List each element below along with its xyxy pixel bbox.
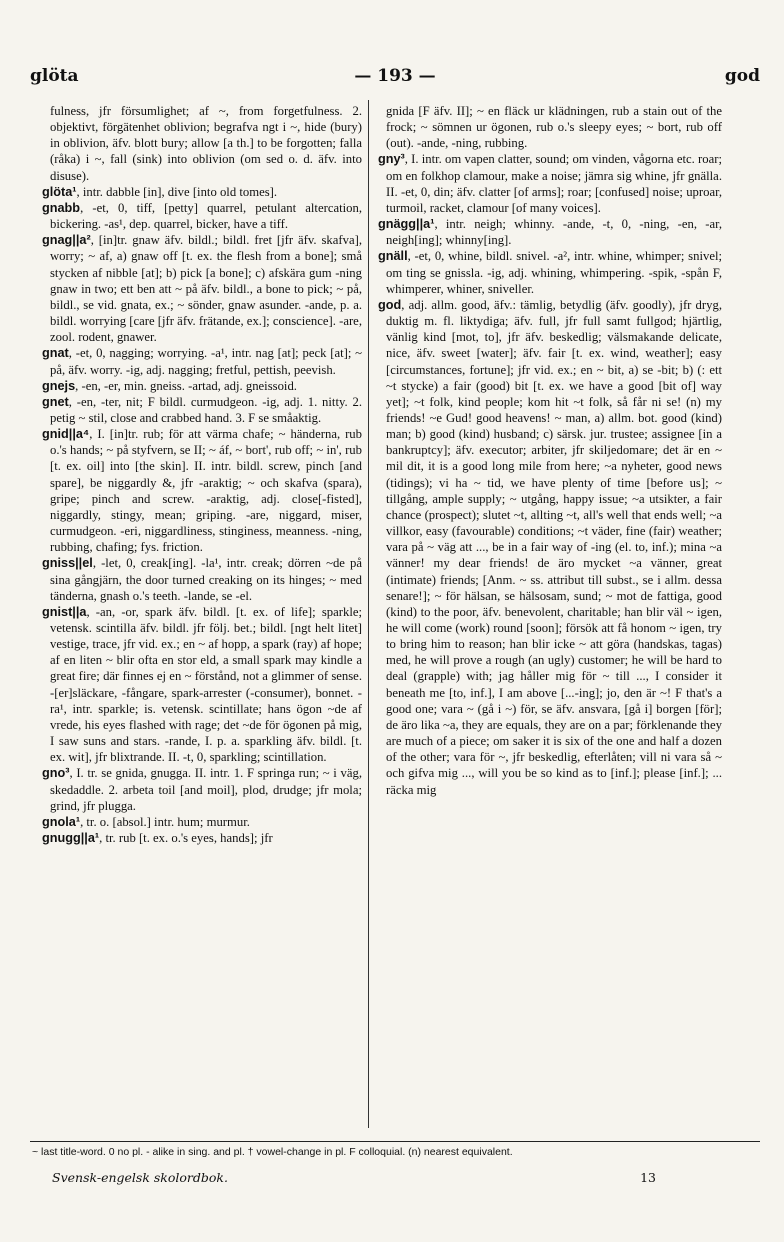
dictionary-entry [378, 151, 722, 216]
entry-headword: gnägg||a¹ [378, 217, 435, 232]
dictionary-entry [42, 345, 362, 377]
entry-text: , tr. o. [absol.] intr. hum; murmur. [80, 814, 250, 829]
right-column [378, 103, 722, 798]
dictionary-entry [42, 200, 362, 232]
entry-text: , [in]tr. gnaw äfv. bildl.; bildl. fret [jfr äfv. skafva], worry; ~ af, a) gnaw off [t. ex. the flesh from a bone]; små stycken af nibble [at]; b) pick [a bone]; c) afskära gum -ning gnaw in two; ett ben att ~ på äfv. bildl., a bone to pick; ~ på, bildl., se vid. gnata, ex.; ~ sönder, gnaw asunder. -ande, p. a. bildl. worrying [care [jfr äfv. frätande, ex.]; conscience]. -are, zool. rodent, gnawer. [50, 233, 362, 345]
entry-text: , adj. allm. good, äfv.: tämlig, betydlig (äfv. goodly), jfr dryg, duktig m. fl. liktydiga; äfv. full, jfr full samt fullgod; hjärtlig, vänlig kind [mot, to], jfr äfv. beskedlig; välsmakande delicate, nice, äfv. sweet [water]; äfv. fair [t. ex. wind, weather]; easy [circumstances, fortune]; jfr vid. ex.; en ~ bit, a) se -bit; b) (: ett ~t stycke) a fair (good) bit [t. ex. we have a good [bit of] way yet]; ~t folk, kind people; kom hit ~t folk, så får ni se! (n) my friends! ~e Gud! good heavens! ~ man, a) allm. bot. good (kind) man; b) good (kind) husband; c) särsk. jur. trustee; assignee [in a bankruptcy]; äfv. executor; arbiter, jfr skiljedomare; det är en ~ mil dit, it is a good long mile from here; ~a nyheter, good news (tidings); vi ha ~ tid, we have plenty of time [before us]; ~ tillgång, ample supply; ~ utgång, happy issue; ~a utsikter, a fair chance (prospect); slutet ~t, allting ~t, all's well that ends well; ~a villkor, easy (favourable) conditions; ~t väder, fine (fair) weather; vara på ~ väg att ..., be in a fair way of -ing (el. to, inf.); mina ~a vänner! my dear friends! de äro mycket ~a vänner, great (intimate) friends; [Anm. ~ ss. attribut till subst., se i allm. dessa senare!]; ~ för hälsan, se hälsosam, sund; ~ mot de fattiga, good (kind) to the poor, äfv. benevolent, charitable; han blir väl ~ igen, he will come (work) round [soon]; försök att få honom ~ igen, try to bring him to reason; han blir icke ~ att göra (handskas, tagas) med, he will prove a rough (an ugly) customer; he will be hard to deal (grapple) with; jag håller mig för ~ till ..., I consider it beneath me [to, inf.], I am above [...-ing]; jo, den är ~! F that's a good one; vara ~ (gå i ~) för, se äfv. ansvara, [gå i] borgen [för]; de äro lika ~a, they are equals, they are on a par; förklenande they are much of a piece; om saker it is six of the one and half a dozen of the other; vara för ~, jfr beskedlig, efterlåten; vill ni vara så ~ och gifva mig ..., will you be so kind as to [inf.]; please [inf.]; ... räcka mig [386, 297, 722, 797]
entry-headword: gniss||el [42, 556, 93, 571]
page-header [30, 66, 760, 96]
entry-text: , -en, -ter, nit; F bildl. curmudgeon. -ig, adj. 1. nitty. 2. petig ~ stil, close and crabbed hand. 3. F se småaktig. [50, 394, 362, 425]
entry-continuation [42, 103, 362, 184]
entry-continuation [378, 103, 722, 151]
dictionary-entry [42, 555, 362, 603]
entry-headword: gnabb [42, 200, 81, 215]
dictionary-entry [378, 248, 722, 296]
entry-headword: gno³ [42, 766, 70, 781]
entry-text: , tr. rub [t. ex. o.'s eyes, hands]; jfr [99, 831, 273, 846]
entry-text: , intr. neigh; whinny. -ande, -t, 0, -ning, -en, -ar, neigh[ing]; whinny[ing]. [386, 217, 722, 248]
dictionary-entry [42, 394, 362, 426]
entry-headword: gnugg||a¹ [42, 831, 100, 846]
dictionary-entry [42, 814, 362, 830]
entry-headword: gnet [42, 394, 69, 409]
dictionary-entry [378, 297, 722, 798]
signature-mark: 13 [640, 1170, 656, 1185]
dictionary-entry [42, 604, 362, 766]
dictionary-entry [42, 378, 362, 394]
entry-text: gnida [F äfv. II]; ~ en fläck ur klädningen, rub a stain out of the frock; ~ sömnen ur ögonen, rub o.'s sleepy eyes; ~ bort, rub off (out). -ande, -ning, rubbing. [386, 104, 722, 151]
entry-text: , -et, 0, nagging; worrying. -a¹, intr. nag [at]; peck [at]; ~ på, äfv. worry. -ig, adj. nagging; fretful, pettish, peevish. [50, 346, 362, 377]
abbreviation-legend: ~ last title-word. 0 no pl. - alike in sing. and pl. † vowel-change in pl. F colloquial. (n) nearest equivalent. [32, 1146, 513, 1158]
entry-text: , intr. dabble [in], dive [into old tomes]. [76, 184, 278, 199]
entry-headword: gny³ [378, 152, 405, 167]
entry-headword: god [378, 297, 402, 312]
entry-headword: gnäll [378, 249, 408, 264]
entry-text: , I. tr. se gnida, gnugga. II. intr. 1. F springa run; ~ i väg, skedaddle. 2. arbeta toil [and moil], plod, drudge; jfr mola; grind, jfr plugga. [50, 766, 362, 813]
footer-rule [30, 1141, 760, 1142]
dictionary-entry [42, 830, 362, 846]
dictionary-entry [378, 216, 722, 248]
guide-word-left: glöta [30, 66, 79, 86]
dictionary-entry [42, 232, 362, 345]
entry-headword: gnola¹ [42, 814, 81, 829]
entry-headword: gnist||a [42, 604, 87, 619]
book-title: Svensk-engelsk skolordbok. [52, 1170, 228, 1185]
entry-text: , -an, -or, spark äfv. bildl. [t. ex. of life]; sparkle; vetensk. scintilla äfv. bildl. jfr följ. bet.; bildl. [ngt helt litet] vestige, trace, jfr vid. ex.; en ~ af hopp, a spark (ray) af hope; af en liten ~ blir ofta en stor eld, a small spark may kindle a great fire; där finnes ej en ~ förstånd, not a glimmer of sense. -[er]släckare, -fångare, spark-arrester (-consumer), bonnet. -ra¹, intr. sparkle; is. vetensk. scintillate; hans ögon ~de af vrede, his eyes flashed with rage; det ~de för ögonen på mig, I saw suns and stars. -rande, I. p. a. sparkling äfv. bildl. [t. ex. wit], jfr blixtrande. II. -t, 0, sparkling; scintillation. [50, 604, 362, 765]
dictionary-entry [42, 765, 362, 813]
guide-word-right: god [724, 66, 760, 86]
entry-headword: gnejs [42, 378, 76, 393]
entry-text: , I. intr. om vapen clatter, sound; om vinden, vågorna etc. roar; om en folkhop clamour, make a noise; jämra sig whine, jfr gnälla. II. -et, 0, din; äfv. clatter [of arms]; roar; [confused] noise; uproar, turmoil, racket, clamour [of many voices]. [386, 152, 722, 215]
entry-text: , I. [in]tr. rub; för att värma chafe; ~ händerna, rub o.'s hands; ~ på styfvern, se II; ~ áf, ~ bort', rub off; ~ in', rub [t. ex. oil] into [the skin]. II. intr. bildl. screw, pinch [and spare], be niggardly &, jfr -araktig; ~ och skafva (spara), gripe; pinch and screw. -araktig, adj. close[-fisted], niggardly, stingy, mean; griping. -are, niggard, miser, curmudgeon. -eri, niggardliness, stinginess, meanness. -ning, rubbing, chafing; fys. friction. [50, 427, 362, 555]
column-divider [368, 100, 369, 1128]
entry-text: fulness, jfr försumlighet; af ~, from forgetfulness. 2. objektivt, förgätenhet oblivion; begrafva ngt i ~, hide (bury) in oblivion, äfv. blott bury; allow [a th.] to be forgotten; falla (råka) i ~, fall (sink) into oblivion (om sed o. d. äfv. into disuse). [50, 104, 362, 183]
entry-headword: gnag||a² [42, 233, 91, 248]
entry-headword: gnat [42, 346, 69, 361]
entry-headword: glöta¹ [42, 184, 77, 199]
left-column [42, 103, 362, 846]
dictionary-entry [42, 184, 362, 200]
entry-text: , -et, 0, tiff, [petty] quarrel, petulant altercation, bickering. -as¹, dep. quarrel, bicker, have a tiff. [50, 200, 362, 232]
entry-text: , -en, -er, min. gneiss. -artad, adj. gneissoid. [75, 378, 297, 393]
page-number: — 193 — [354, 66, 436, 86]
entry-text: , -et, 0, whine, bildl. snivel. -a², intr. whine, whimper; snivel; om ting se gnissla. -ig, adj. whining, whimpering. -spik, -spån F, whimperer, whiner, sniveller. [386, 249, 722, 296]
entry-headword: gnid||a⁴ [42, 427, 90, 442]
dictionary-entry [42, 426, 362, 555]
entry-text: , -let, 0, creak[ing]. -la¹, intr. creak; dörren ~de på sina gångjärn, the door turned creaking on its hinges; ~ med tänderna, gnash o.'s teeth. -lande, se -el. [50, 556, 362, 603]
